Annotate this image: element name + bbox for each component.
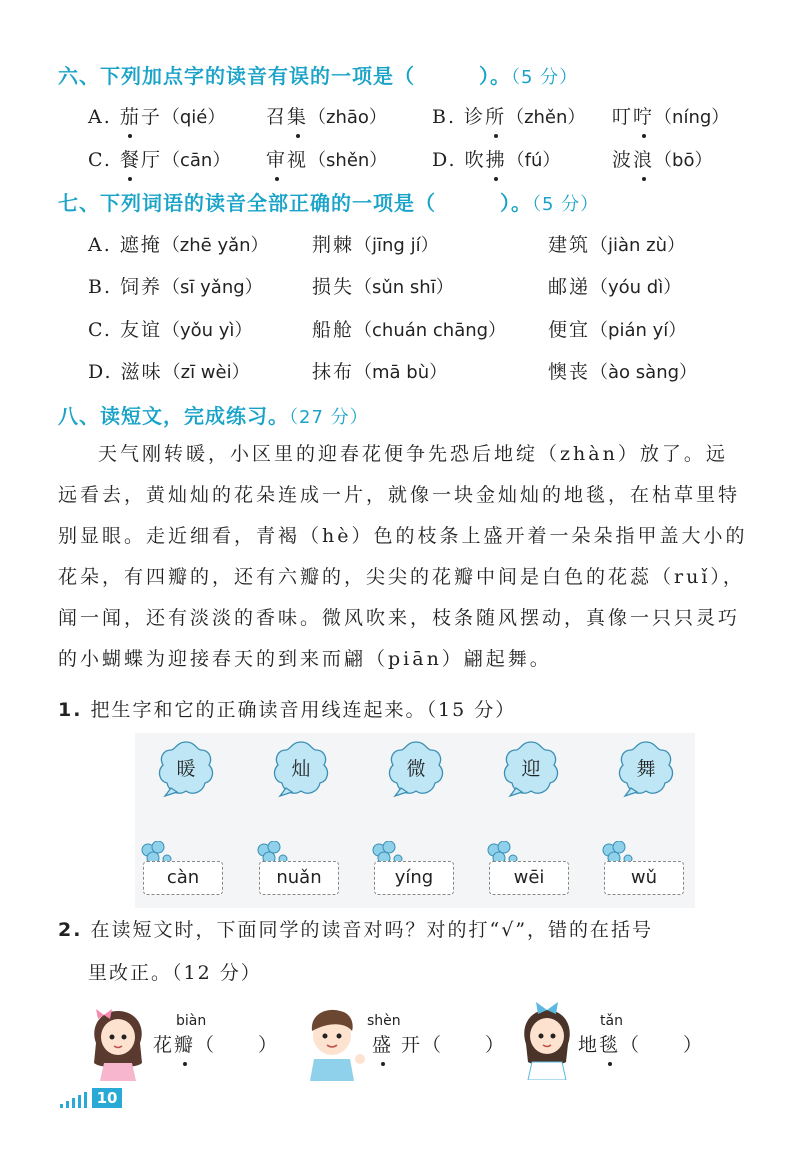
char-flower-5[interactable]: 舞 (615, 738, 677, 800)
option-6b-2: 叮咛（níng） (612, 102, 729, 129)
signal-bars-icon (60, 1090, 92, 1108)
section-8-title: 八、读短文，完成练习。（27 分） (58, 404, 369, 428)
option-7a-2: 荆棘（jīng jí） (312, 234, 439, 256)
option-7d-2: 抹布（mā bù） (312, 361, 448, 383)
matching-area (135, 733, 695, 908)
option-7b-1: B. 饲养（sī yǎng） (88, 276, 263, 298)
option-6d-2: 波浪（bō） (612, 145, 712, 172)
girl-student-blue-icon (516, 1000, 578, 1080)
option-7c-2: 船舱（chuán chāng） (312, 319, 507, 341)
pinyin-hint-2: shèn (367, 1013, 401, 1029)
pinyin-hint-3: tǎn (600, 1013, 623, 1029)
option-7c-3: 便宜（pián yí） (548, 319, 687, 341)
pinyin-box-4[interactable]: wēi (489, 861, 569, 895)
char-flower-4[interactable]: 迎 (500, 738, 562, 800)
option-6c-1: C. 餐厅（cān） (88, 145, 230, 172)
girl-student-icon (88, 1003, 148, 1081)
char-flower-1[interactable]: 暖 (155, 738, 217, 800)
option-7c-1: C. 友谊（yǒu yì） (88, 319, 253, 341)
word-item-3: 地毯（ ） (578, 1030, 704, 1057)
reading-passage: 天气刚转暖，小区里的迎春花便争先恐后地绽（zhàn）放了。远远看去，黄灿灿的花朵连成一片，就像一块金灿灿的地毯，在枯草里特别显眼。走近细看，青褐（hè）色的枝条上盛开着一朵朵指甲盖大小的花朵，有四瓣的，还有六瓣的，尖尖的花瓣中间是白色的花蕊（ruǐ），闻一闻，还有淡淡的香味。微风吹来，枝条随风摆动，真像一只只灵巧的小蝴蝶为迎接春天的到来而翩（piān）翩起舞。 (58, 443, 748, 670)
char-flower-2[interactable]: 灿 (270, 738, 332, 800)
pinyin-box-2[interactable]: nuǎn (259, 861, 339, 895)
pinyin-hint-1: biàn (176, 1013, 207, 1029)
option-6a-2: 召集（zhāo） (266, 102, 387, 129)
option-7d-1: D. 滋味（zī wèi） (88, 361, 250, 383)
option-7b-3: 邮递（yóu dì） (548, 276, 682, 298)
char-flower-3[interactable]: 微 (385, 738, 447, 800)
word-item-2: 盛 开（ ） (372, 1030, 506, 1057)
section-6-title: 六、下列加点字的读音有误的一项是（ ）。（5 分） (58, 64, 579, 88)
option-7b-2: 损失（sǔn shī） (312, 276, 454, 298)
option-6d-1: D. 吹拂（fú） (432, 145, 560, 172)
question-2: 2. 在读短文时，下面同学的读音对吗？对的打“√”，错的在括号 (58, 919, 654, 941)
option-6a-1: A. 茄子（qié） (88, 102, 225, 129)
option-6b-1: B. 诊所（zhěn） (432, 102, 585, 129)
word-item-1: 花瓣（ ） (153, 1030, 279, 1057)
question-1: 1. 把生字和它的正确读音用线连起来。（15 分） (58, 699, 517, 721)
section-7-title: 七、下列词语的读音全部正确的一项是（ ）。（5 分） (58, 191, 600, 215)
question-2-line2: 里改正。（12 分） (88, 962, 262, 984)
pinyin-box-1[interactable]: càn (143, 861, 223, 895)
option-7d-3: 懊丧（ào sàng） (548, 361, 698, 383)
option-7a-3: 建筑（jiàn zù） (548, 234, 686, 256)
page-number: 10 (92, 1088, 122, 1108)
pinyin-box-5[interactable]: wǔ (604, 861, 684, 895)
pinyin-box-3[interactable]: yíng (374, 861, 454, 895)
boy-student-icon (300, 1003, 370, 1081)
option-6c-2: 审视（shěn） (266, 145, 387, 172)
option-7a-1: A. 遮掩（zhē yǎn） (88, 234, 269, 256)
